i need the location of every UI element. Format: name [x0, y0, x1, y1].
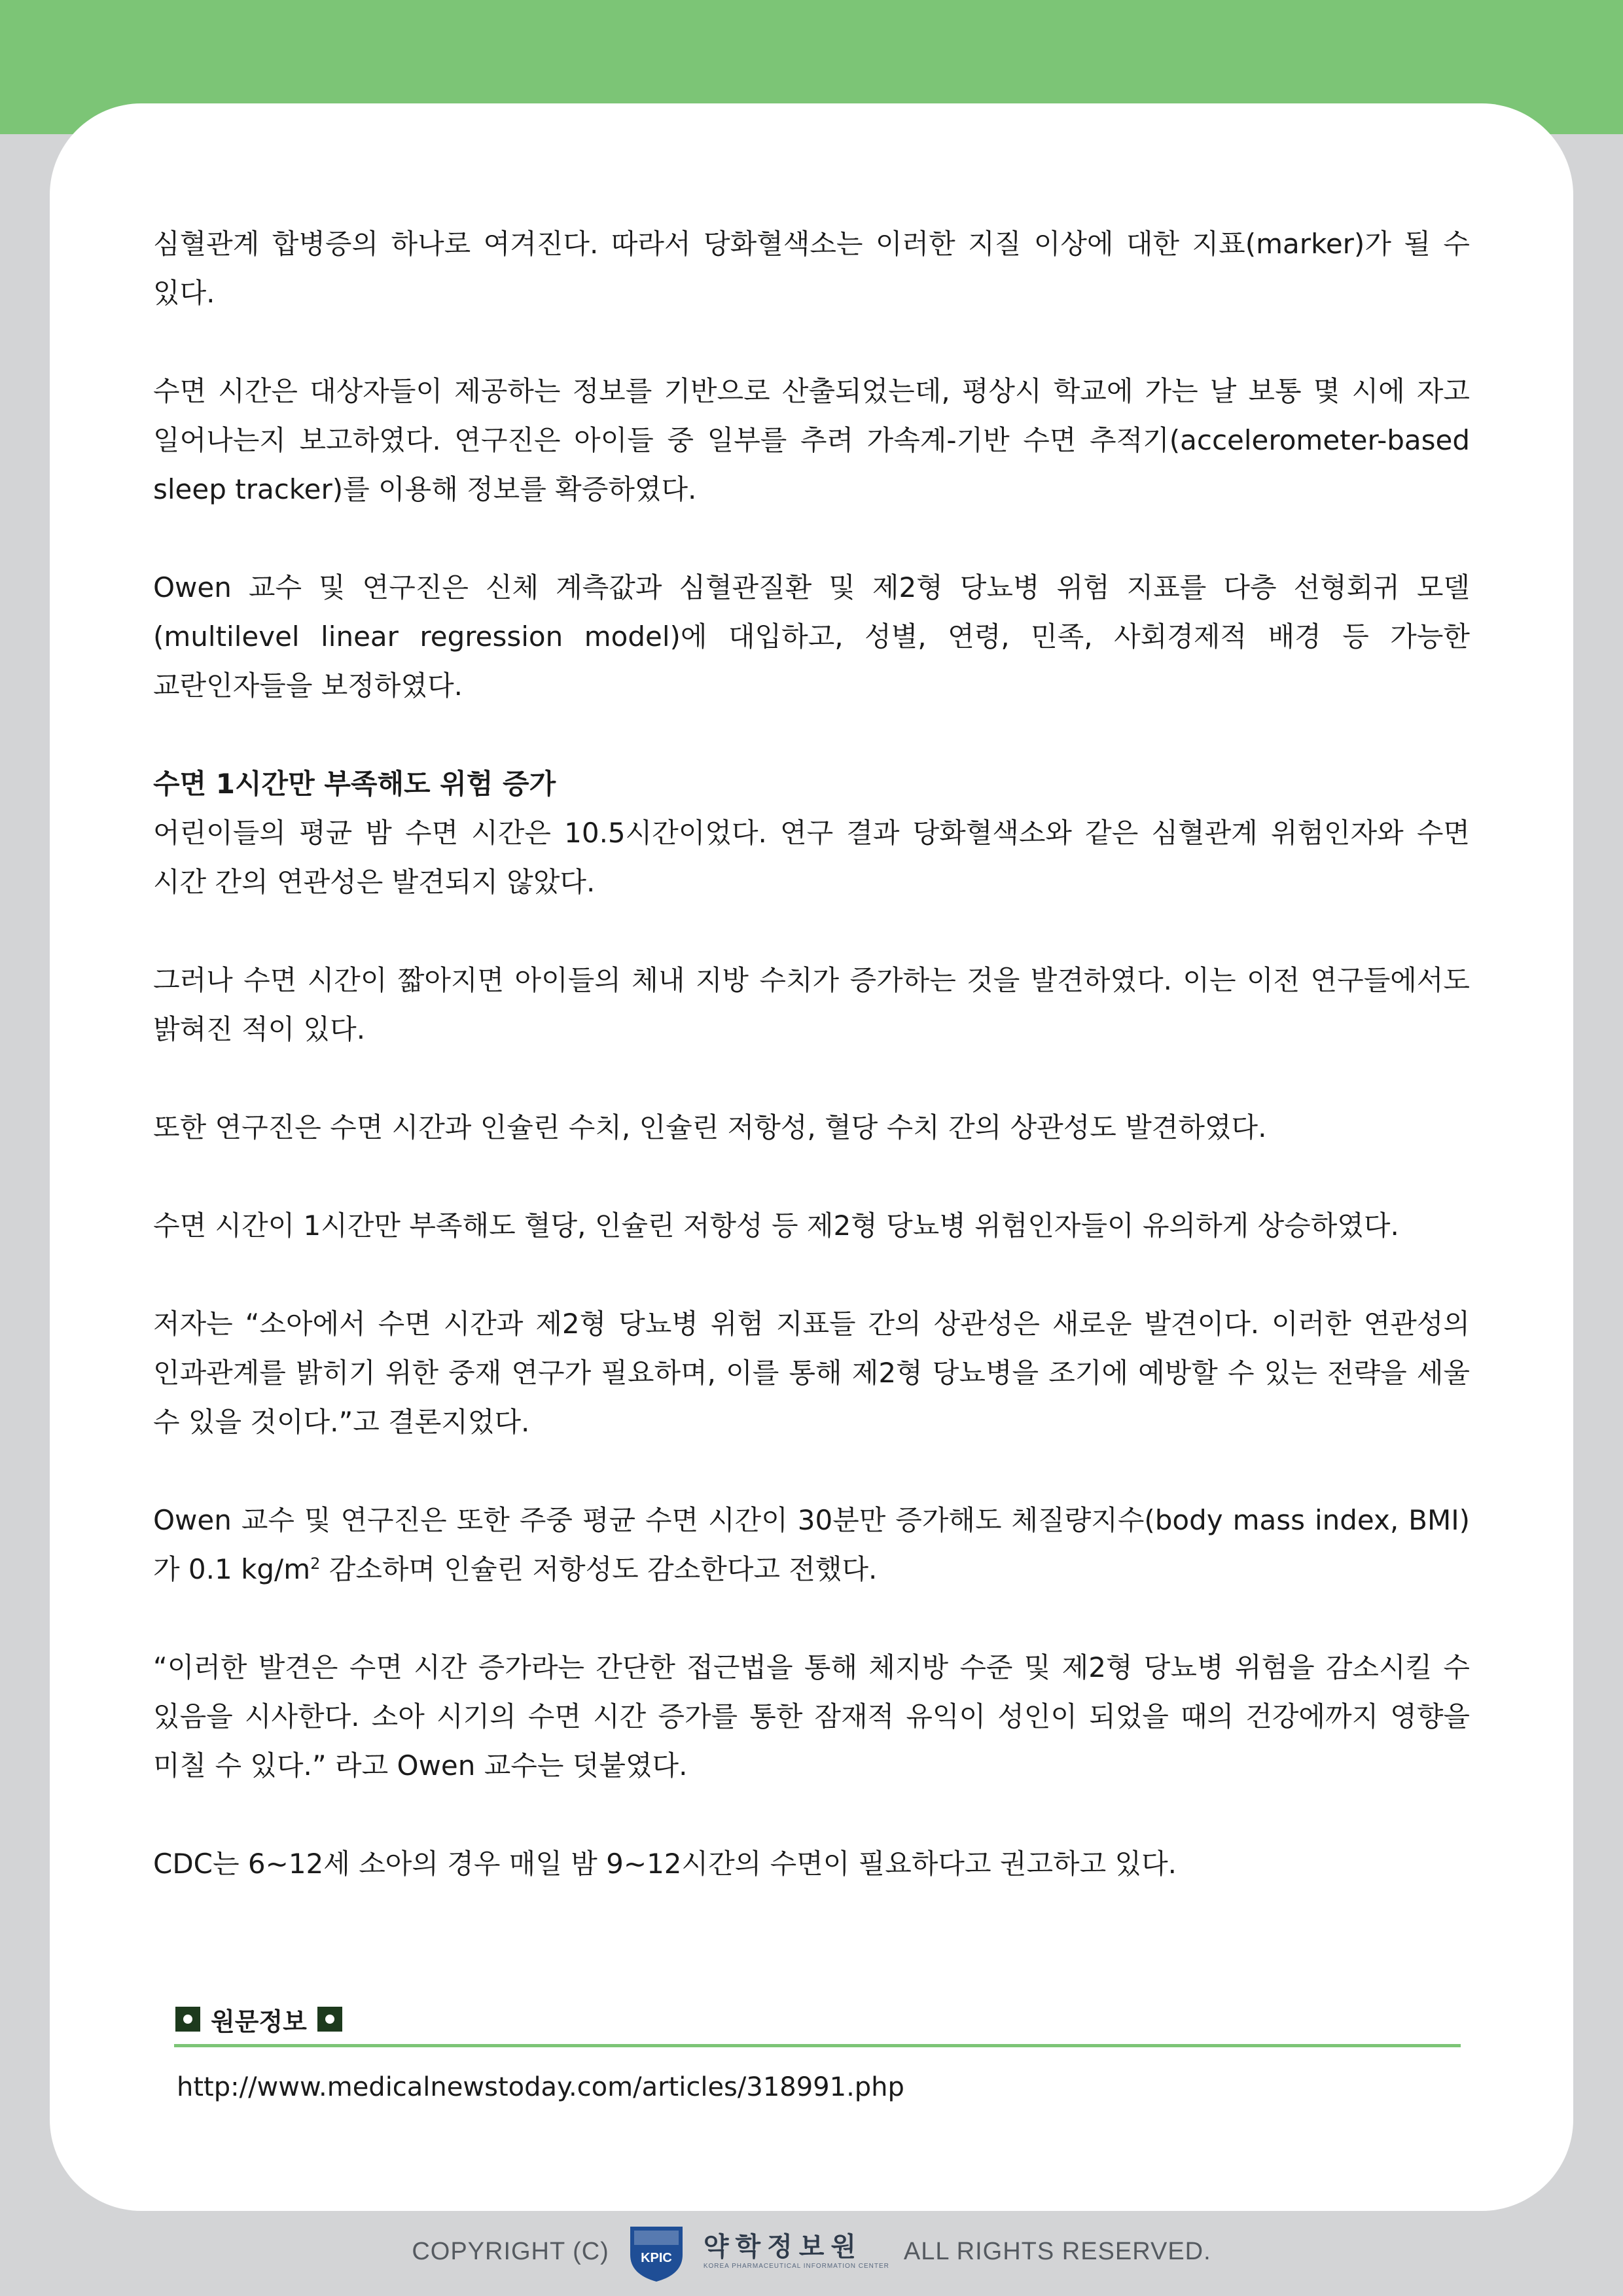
svg-text:KPIC: KPIC: [640, 2251, 672, 2265]
paragraph: CDC는 6~12세 소아의 경우 매일 밤 9~12시간의 수면이 필요하다고 권고하고 있다.: [153, 1848, 1177, 1880]
source-title: [174, 2000, 1461, 2039]
bullet-square-icon: [317, 2007, 342, 2032]
article-body: [153, 219, 1470, 1937]
logo-english-text: KOREA PHARMACEUTICAL INFORMATION CENTER: [703, 2263, 889, 2270]
copyright-text: COPYRIGHT (C): [412, 2237, 609, 2265]
paragraph: 수면 시간이 1시간만 부족해도 혈당, 인슐린 저항성 등 제2형 당뇨병 위험인자들이 유의하게 상승하였다.: [153, 1210, 1399, 1242]
paragraph: 심혈관계 합병증의 하나로 여겨진다. 따라서 당화혈색소는 이러한 지질 이상에 대한 지표(marker)가 될 수 있다.: [153, 228, 1470, 309]
bullet-square-icon: [175, 2007, 200, 2032]
logo-korean-text: 약학정보원: [703, 2233, 863, 2261]
section-heading: 수면 1시간만 부족해도 위험 증가: [153, 768, 556, 800]
paragraph: 어린이들의 평균 밤 수면 시간은 10.5시간이었다. 연구 결과 당화혈색소와 같은 심혈관계 위험인자와 수면 시간 간의 연관성은 발견되지 않았다.: [153, 817, 1470, 898]
kpic-logo-icon: [624, 2219, 689, 2284]
bmi-text-after: 감소하며 인슐린 저항성도 감소한다고 전했다.: [320, 1553, 878, 1585]
paragraph: 그러나 수면 시간이 짧아지면 아이들의 체내 지방 수치가 증가하는 것을 발견하였다. 이는 이전 연구들에서도 밝혀진 적이 있다.: [153, 964, 1470, 1045]
source-url-link[interactable]: http://www.medicalnewstoday.com/articles/318991.php: [177, 2072, 904, 2102]
bmi-superscript: 2: [310, 1554, 321, 1573]
paragraph: 또한 연구진은 수면 시간과 인슐린 수치, 인슐린 저항성, 혈당 수치 간의 상관성도 발견하였다.: [153, 1111, 1267, 1143]
bmi-text-before: Owen 교수 및 연구진은 또한 주중 평균 수면 시간이 30분만 증가해도 체질량지수(body mass index, BMI)가 0.1 kg/m: [153, 1504, 1470, 1585]
footer: [0, 2215, 1623, 2287]
logo-wordmark: [704, 2232, 889, 2271]
paragraph: Owen 교수 및 연구진은 신체 계측값과 심혈관질환 및 제2형 당뇨병 위험 지표를 다층 선형회귀 모델(multilevel linear regression model)에 대입하고, 성별, 연령, 민족, 사회경제적 배경 등 가능한 교란인자들을 보정하였다.: [153, 571, 1470, 702]
divider: [174, 2044, 1461, 2047]
rights-text: ALL RIGHTS RESERVED.: [903, 2237, 1211, 2265]
paragraph: “이러한 발견은 수면 시간 증가라는 간단한 접근법을 통해 체지방 수준 및 제2형 당뇨병 위험을 감소시킬 수 있음을 시사한다. 소아 시기의 수면 시간 증가를 통한 잠재적 유익이 성인이 되었을 때의 건강에까지 영향을 미칠 수 있다.” 라고 Owen 교수는 덧붙였다.: [153, 1651, 1470, 1782]
paragraph: 저자는 “소아에서 수면 시간과 제2형 당뇨병 위험 지표들 간의 상관성은 새로운 발견이다. 이러한 연관성의 인과관계를 밝히기 위한 중재 연구가 필요하며, 이를 통해 제2형 당뇨병을 조기에 예방할 수 있는 전략을 세울 수 있을 것이다.”고 결론지었다.: [153, 1308, 1470, 1438]
source-info: [174, 2000, 1461, 2102]
paragraph: 수면 시간은 대상자들이 제공하는 정보를 기반으로 산출되었는데, 평상시 학교에 가는 날 보통 몇 시에 자고 일어나는지 보고하였다. 연구진은 아이들 중 일부를 추려 가속계-기반 수면 추적기(accelerometer-based sleep tracker)를 이용해 정보를 확증하였다.: [153, 375, 1470, 505]
source-title-label: 원문정보: [211, 2007, 307, 2036]
bmi-paragraph: [153, 1496, 1470, 1594]
